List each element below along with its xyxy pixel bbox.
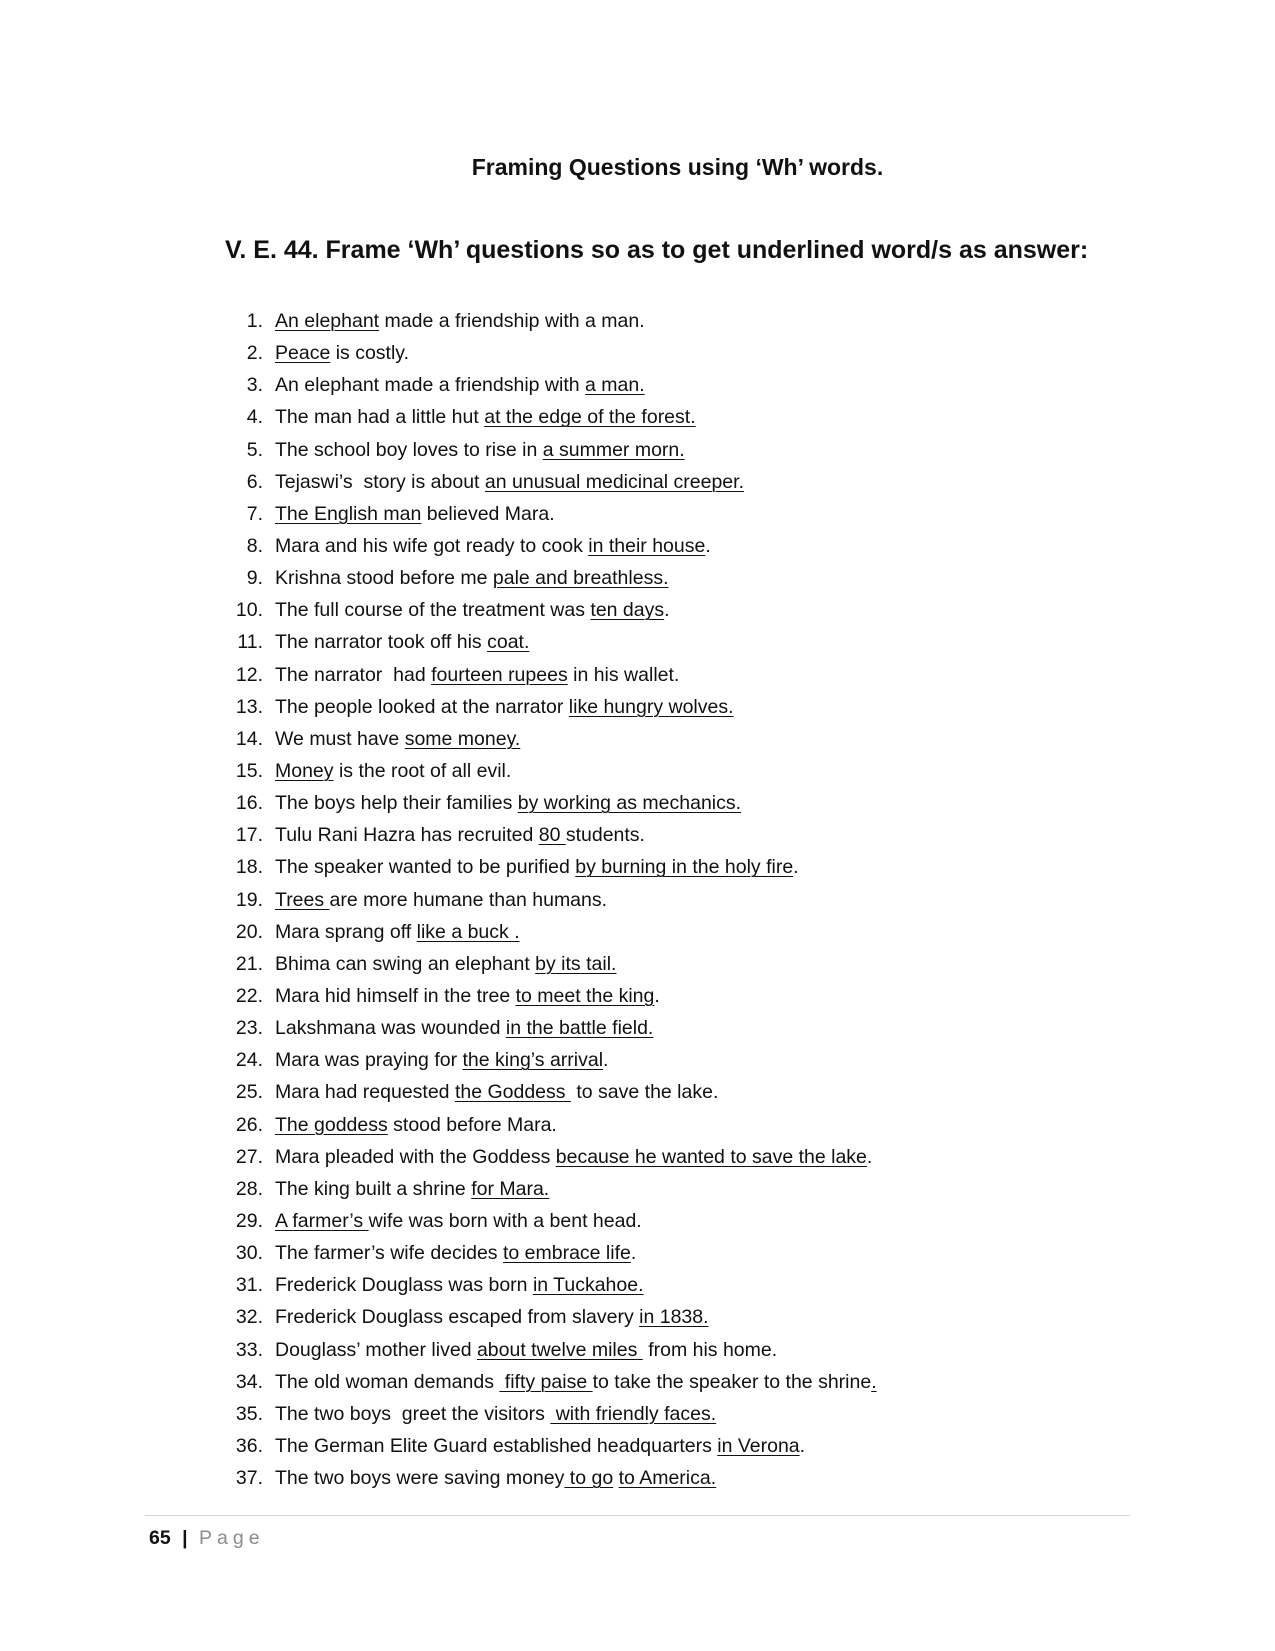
question-item: [225, 1269, 877, 1301]
question-item: [225, 980, 877, 1012]
underlined-answer: about twelve miles: [476, 1338, 643, 1361]
question-gap: [263, 1141, 275, 1173]
question-number: 10.: [235, 599, 263, 622]
question-fragment: Frederick Douglass escaped from slavery: [275, 1306, 640, 1329]
question-fragment: Mara was praying for: [275, 1049, 463, 1072]
question-text: [275, 916, 520, 948]
question-gap: [263, 1301, 275, 1333]
underlined-answer: Peace: [275, 342, 331, 365]
page-footer: [149, 1523, 265, 1553]
question-gap: [263, 369, 275, 401]
question-gap: [263, 1076, 275, 1108]
question-text: [275, 466, 744, 498]
question-number: 26.: [235, 1113, 263, 1136]
question-item: [225, 530, 877, 562]
question-fragment: believed Mara.: [421, 502, 555, 525]
question-gap: [263, 1430, 275, 1462]
question-text: [275, 755, 511, 787]
underlined-answer: in Verona: [717, 1434, 800, 1457]
question-fragment: wife was born with a bent head.: [368, 1209, 642, 1232]
question-fragment: .: [799, 1434, 806, 1457]
question-text: [275, 305, 645, 337]
question-text: [275, 401, 696, 433]
question-fragment: .: [705, 534, 711, 557]
question-text: [275, 434, 685, 466]
question-number: 29.: [235, 1209, 263, 1232]
question-gap: [263, 466, 275, 498]
question-text: [275, 787, 741, 819]
underlined-answer: like a buck .: [416, 920, 520, 943]
question-gap: [263, 1205, 275, 1237]
question-gap: [263, 659, 275, 691]
question-number: 8.: [246, 534, 263, 557]
underlined-answer: a summer morn.: [542, 438, 685, 461]
underlined-answer: because he wanted to save the lake: [555, 1145, 867, 1168]
question-text: [275, 1430, 805, 1462]
question-fragment: to take the speaker to the shrine: [592, 1370, 872, 1393]
question-item: [225, 1173, 877, 1205]
question-gap: [263, 1237, 275, 1269]
exercise-heading: V. E. 44. Frame ‘Wh’ questions so as to get underlined word/s as answer:: [225, 236, 1089, 264]
question-number: 35.: [235, 1402, 263, 1425]
question-fragment: from his home.: [642, 1338, 778, 1361]
question-text: [275, 626, 529, 658]
question-number: 13.: [235, 695, 263, 718]
question-fragment: Tulu Rani Hazra has recruited: [275, 824, 539, 847]
question-text: [275, 819, 645, 851]
question-number: 25.: [235, 1081, 263, 1104]
underlined-answer: coat.: [487, 631, 530, 654]
question-text: [275, 530, 711, 562]
page-number: 65: [149, 1527, 171, 1549]
question-number: 6.: [246, 470, 263, 493]
question-item: [225, 691, 877, 723]
question-fragment: Frederick Douglass was born: [275, 1274, 533, 1297]
question-gap: [263, 626, 275, 658]
question-gap: [263, 530, 275, 562]
underlined-answer: ten days: [590, 599, 665, 622]
underlined-answer: some money.: [404, 727, 521, 750]
question-text: [275, 1109, 557, 1141]
question-text: [275, 1269, 644, 1301]
question-number: 24.: [235, 1049, 263, 1072]
question-item: [225, 498, 877, 530]
question-fragment: Mara hid himself in the tree: [275, 984, 516, 1007]
question-number: 7.: [246, 502, 263, 525]
question-item: [225, 1301, 877, 1333]
question-number: 17.: [235, 824, 263, 847]
question-item: [225, 1398, 877, 1430]
underlined-answer: at the edge of the forest.: [484, 406, 696, 429]
question-item: [225, 1141, 877, 1173]
question-text: [275, 1205, 642, 1237]
question-item: [225, 1462, 877, 1494]
question-text: [275, 562, 669, 594]
question-gap: [263, 1173, 275, 1205]
question-fragment: Mara and his wife got ready to cook: [275, 534, 589, 557]
question-fragment: are more humane than humans.: [329, 888, 608, 911]
question-text: [275, 1012, 653, 1044]
question-number: 19.: [235, 888, 263, 911]
question-fragment: The narrator had: [275, 663, 432, 686]
question-text: [275, 1044, 608, 1076]
question-gap: [263, 1366, 275, 1398]
question-item: [225, 1334, 877, 1366]
question-gap: [263, 498, 275, 530]
question-fragment: in his wallet.: [567, 663, 680, 686]
question-fragment: stood before Mara.: [387, 1113, 557, 1136]
underlined-answer: Trees: [275, 888, 330, 911]
footer-divider: [145, 1515, 1130, 1516]
underlined-answer: to America.: [618, 1467, 717, 1490]
question-text: [275, 1141, 872, 1173]
underlined-answer: like hungry wolves.: [568, 695, 734, 718]
question-text: [275, 1334, 777, 1366]
underlined-answer: A farmer’s: [275, 1209, 369, 1232]
question-fragment: is the root of all evil.: [333, 759, 512, 782]
question-text: [275, 1398, 716, 1430]
question-gap: [263, 691, 275, 723]
question-number: 3.: [246, 374, 263, 397]
question-item: [225, 1237, 877, 1269]
question-item: [225, 1076, 877, 1108]
question-number: 28.: [235, 1177, 263, 1200]
question-item: [225, 916, 877, 948]
question-item: [225, 1430, 877, 1462]
question-fragment: The boys help their families: [275, 792, 518, 815]
underlined-answer: .: [871, 1370, 877, 1393]
question-item: [225, 723, 877, 755]
underlined-answer: The English man: [275, 502, 422, 525]
underlined-answer: for Mara.: [471, 1177, 550, 1200]
question-fragment: .: [630, 1242, 637, 1265]
question-item: [225, 659, 877, 691]
question-number: 2.: [246, 342, 263, 365]
question-item: [225, 787, 877, 819]
question-item: [225, 434, 877, 466]
underlined-answer: in Tuckahoe.: [532, 1274, 644, 1297]
underlined-answer: in the battle field.: [505, 1017, 654, 1040]
question-fragment: Douglass’ mother lived: [275, 1338, 477, 1361]
page-title: Framing Questions using ‘Wh’ words.: [471, 154, 884, 180]
underlined-answer: to go: [564, 1467, 614, 1490]
question-number: 27.: [235, 1145, 263, 1168]
question-gap: [263, 916, 275, 948]
question-gap: [263, 305, 275, 337]
question-text: [275, 594, 670, 626]
question-item: [225, 305, 877, 337]
question-fragment: The old woman demands: [275, 1370, 500, 1393]
question-fragment: to save the lake.: [570, 1081, 719, 1104]
underlined-answer: the Goddess: [454, 1081, 571, 1104]
underlined-answer: Money: [275, 759, 334, 782]
underlined-answer: fourteen rupees: [431, 663, 568, 686]
underlined-answer: in 1838.: [639, 1306, 709, 1329]
underlined-answer: an unusual medicinal creeper.: [484, 470, 744, 493]
underlined-answer: The goddess: [275, 1113, 388, 1136]
question-item: [225, 466, 877, 498]
question-gap: [263, 1462, 275, 1494]
question-number: 20.: [235, 920, 263, 943]
question-fragment: .: [664, 599, 670, 622]
underlined-answer: fifty paise: [499, 1370, 593, 1393]
question-fragment: Mara pleaded with the Goddess: [275, 1145, 556, 1168]
question-text: [275, 369, 645, 401]
question-fragment: is costly.: [330, 342, 410, 365]
question-number: 23.: [235, 1017, 263, 1040]
question-gap: [263, 884, 275, 916]
question-number: 14.: [235, 727, 263, 750]
question-number: 16.: [235, 792, 263, 815]
question-number: 32.: [235, 1306, 263, 1329]
question-number: 4.: [246, 406, 263, 429]
question-item: [225, 884, 877, 916]
question-item: [225, 337, 877, 369]
question-fragment: The speaker wanted to be purified: [275, 856, 576, 879]
question-fragment: The two boys greet the visitors: [275, 1402, 551, 1425]
question-text: [275, 498, 555, 530]
question-number: 1.: [246, 310, 263, 332]
question-gap: [263, 337, 275, 369]
question-number: 9.: [246, 567, 263, 590]
question-fragment: .: [654, 984, 660, 1007]
question-gap: [263, 948, 275, 980]
question-fragment: The full course of the treatment was: [275, 599, 591, 622]
question-fragment: The school boy loves to rise in: [275, 438, 543, 461]
question-number: 31.: [235, 1274, 263, 1297]
question-fragment: The man had a little hut: [275, 406, 485, 429]
question-gap: [263, 594, 275, 626]
question-number: 33.: [235, 1338, 263, 1361]
question-text: [275, 1173, 549, 1205]
question-gap: [263, 434, 275, 466]
question-item: [225, 626, 877, 658]
question-item: [225, 1012, 877, 1044]
question-number: 22.: [235, 984, 263, 1007]
question-gap: [263, 787, 275, 819]
underlined-answer: An elephant: [275, 310, 380, 332]
footer-separator: |: [182, 1527, 188, 1549]
underlined-answer: a man.: [585, 374, 645, 397]
question-item: [225, 401, 877, 433]
question-gap: [263, 723, 275, 755]
underlined-answer: to meet the king: [515, 984, 655, 1007]
question-gap: [263, 562, 275, 594]
question-gap: [263, 1044, 275, 1076]
question-fragment: We must have: [275, 727, 405, 750]
question-fragment: Lakshmana was wounded: [275, 1017, 506, 1040]
underlined-answer: the king’s arrival: [462, 1049, 604, 1072]
underlined-answer: in their house: [588, 534, 706, 557]
question-number: 21.: [235, 952, 263, 975]
question-fragment: Tejaswi’s story is about: [275, 470, 485, 493]
question-fragment: .: [793, 856, 799, 879]
question-fragment: The people looked at the narrator: [275, 695, 569, 718]
question-text: [275, 1366, 877, 1398]
question-fragment: The two boys were saving money: [275, 1467, 565, 1490]
question-item: [225, 594, 877, 626]
question-text: [275, 851, 799, 883]
question-text: [275, 1301, 709, 1333]
underlined-answer: to embrace life: [502, 1242, 631, 1265]
question-item: [225, 819, 877, 851]
question-list: [225, 305, 877, 1494]
question-item: [225, 1109, 877, 1141]
underlined-answer: by burning in the holy fire: [575, 856, 794, 879]
page-label: Page: [199, 1527, 265, 1549]
question-fragment: The farmer’s wife decides: [275, 1242, 503, 1265]
question-number: 37.: [235, 1467, 263, 1490]
question-fragment: Bhima can swing an elephant: [275, 952, 536, 975]
question-text: [275, 884, 607, 916]
question-gap: [263, 401, 275, 433]
question-fragment: The German Elite Guard established headquarters: [275, 1434, 718, 1457]
question-gap: [263, 819, 275, 851]
question-number: 11.: [237, 631, 263, 654]
question-gap: [263, 851, 275, 883]
underlined-answer: by its tail.: [535, 952, 617, 975]
question-fragment: students.: [565, 824, 645, 847]
question-number: 5.: [246, 438, 263, 461]
question-number: 34.: [235, 1370, 263, 1393]
question-number: 18.: [235, 856, 263, 879]
question-fragment: Mara sprang off: [275, 920, 417, 943]
question-fragment: Krishna stood before me: [275, 567, 493, 590]
question-gap: [263, 755, 275, 787]
question-gap: [263, 1334, 275, 1366]
question-text: [275, 1462, 716, 1494]
question-item: [225, 1044, 877, 1076]
question-gap: [263, 1109, 275, 1141]
question-fragment: Mara had requested: [275, 1081, 455, 1104]
question-fragment: made a friendship with a man.: [379, 310, 645, 332]
question-text: [275, 691, 734, 723]
question-fragment: .: [866, 1145, 873, 1168]
question-gap: [263, 980, 275, 1012]
question-fragment: An elephant made a friendship with: [275, 374, 586, 397]
question-text: [275, 948, 616, 980]
question-fragment: .: [603, 1049, 609, 1072]
question-fragment: The narrator took off his: [275, 631, 488, 654]
question-text: [275, 723, 520, 755]
question-text: [275, 980, 660, 1012]
question-item: [225, 851, 877, 883]
question-item: [225, 369, 877, 401]
question-text: [275, 1237, 636, 1269]
question-fragment: The king built a shrine: [275, 1177, 472, 1200]
question-gap: [263, 1398, 275, 1430]
question-number: 12.: [235, 663, 263, 686]
question-item: [225, 1366, 877, 1398]
question-number: 36.: [235, 1434, 263, 1457]
question-text: [275, 1076, 718, 1108]
question-gap: [263, 1012, 275, 1044]
underlined-answer: by working as mechanics.: [517, 792, 742, 815]
question-number: 30.: [235, 1242, 263, 1265]
question-text: [275, 659, 679, 691]
underlined-answer: pale and breathless.: [492, 567, 669, 590]
question-item: [225, 948, 877, 980]
question-text: [275, 337, 409, 369]
underlined-answer: 80: [538, 824, 566, 847]
question-item: [225, 1205, 877, 1237]
question-item: [225, 755, 877, 787]
question-number: 15.: [235, 759, 263, 782]
question-item: [225, 562, 877, 594]
underlined-answer: with friendly faces.: [550, 1402, 717, 1425]
question-gap: [263, 1269, 275, 1301]
